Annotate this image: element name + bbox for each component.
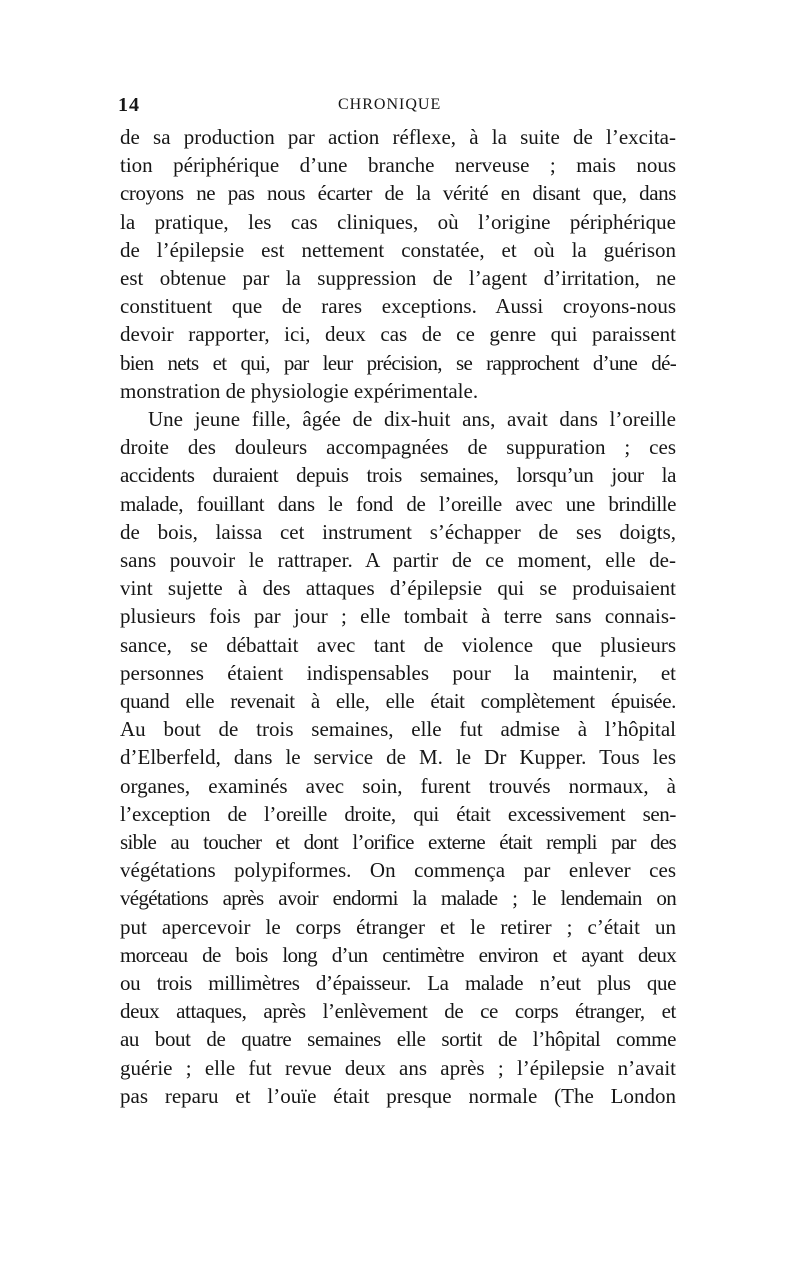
text-line: malade, fouillant dans le fond de l’oreille avec une brindille (120, 491, 676, 516)
text-line: végétations après avoir endormi la malade ; le lendemain on (120, 886, 676, 911)
text-line: la pratique, les cas cliniques, où l’origine périphérique (120, 209, 676, 234)
text-line: constituent que de rares exceptions. Aussi croyons-nous (120, 294, 676, 319)
text-line: de bois, laissa cet instrument s’échapper de ses doigts, (120, 519, 676, 544)
text-line: Au bout de trois semaines, elle fut admise à l’hôpital (120, 717, 676, 742)
text-line: quand elle revenait à elle, elle était complètement épuisée. (120, 689, 676, 713)
text-line: sans pouvoir le rattraper. A partir de ce moment, elle de- (120, 548, 676, 572)
text-line: est obtenue par la suppression de l’agent d’irritation, ne (120, 266, 676, 290)
text-line: deux attaques, après l’enlèvement de ce corps étranger, et (120, 999, 676, 1024)
text-line: au bout de quatre semaines elle sortit de l’hôpital comme (120, 1027, 676, 1052)
text-line: organes, examinés avec soin, furent trouvés normaux, à (120, 773, 676, 798)
paragraph-first-line: Une jeune fille, âgée de dix-huit ans, avait dans l’oreille (148, 407, 676, 431)
text-line: pas reparu et l’ouïe était presque normale (The London (120, 1083, 676, 1108)
page-number: 14 (118, 94, 140, 116)
text-line: sance, se débattait avec tant de violence que plusieurs (120, 632, 676, 657)
text-line: de sa production par action réflexe, à la suite de l’excita- (120, 125, 676, 149)
text-line: d’Elberfeld, dans le service de M. le Dr Kupper. Tous les (120, 745, 676, 770)
running-title: CHRONIQUE (338, 96, 442, 113)
text-line: plusieurs fois par jour ; elle tombait à terre sans connais- (120, 604, 676, 629)
text-line: morceau de bois long d’un centimètre environ et ayant deux (120, 942, 676, 967)
text-line: de l’épilepsie est nettement constatée, et où la guérison (120, 237, 676, 262)
text-line: accidents duraient depuis trois semaines, lorsqu’un jour la (120, 463, 676, 488)
text-line: bien nets et qui, par leur précision, se rapprochent d’une dé- (120, 350, 676, 375)
text-line: ou trois millimètres d’épaisseur. La malade n’eut plus que (120, 971, 676, 995)
text-line: tion périphérique d’une branche nerveuse ; mais nous (120, 153, 676, 178)
text-line: devoir rapporter, ici, deux cas de ce genre qui paraissent (120, 322, 676, 347)
text-line: vint sujette à des attaques d’épilepsie qui se produisaient (120, 576, 676, 601)
text-line: guérie ; elle fut revue deux ans après ; l’épilepsie n’avait (120, 1055, 676, 1080)
text-line: croyons ne pas nous écarter de la vérité en disant que, dans (120, 181, 676, 206)
text-line: personnes étaient indispensables pour la maintenir, et (120, 660, 676, 685)
text-line: put apercevoir le corps étranger et le retirer ; c’était un (120, 914, 676, 939)
text-line: végétations polypiformes. On commença par enlever ces (120, 858, 676, 883)
text-line: l’exception de l’oreille droite, qui était excessivement sen- (120, 801, 676, 826)
text-line: droite des douleurs accompagnées de suppuration ; ces (120, 435, 676, 460)
text-line: sible au toucher et dont l’orifice externe était rempli par des (120, 830, 676, 854)
text-line: monstration de physiologie expérimentale. (120, 378, 479, 403)
